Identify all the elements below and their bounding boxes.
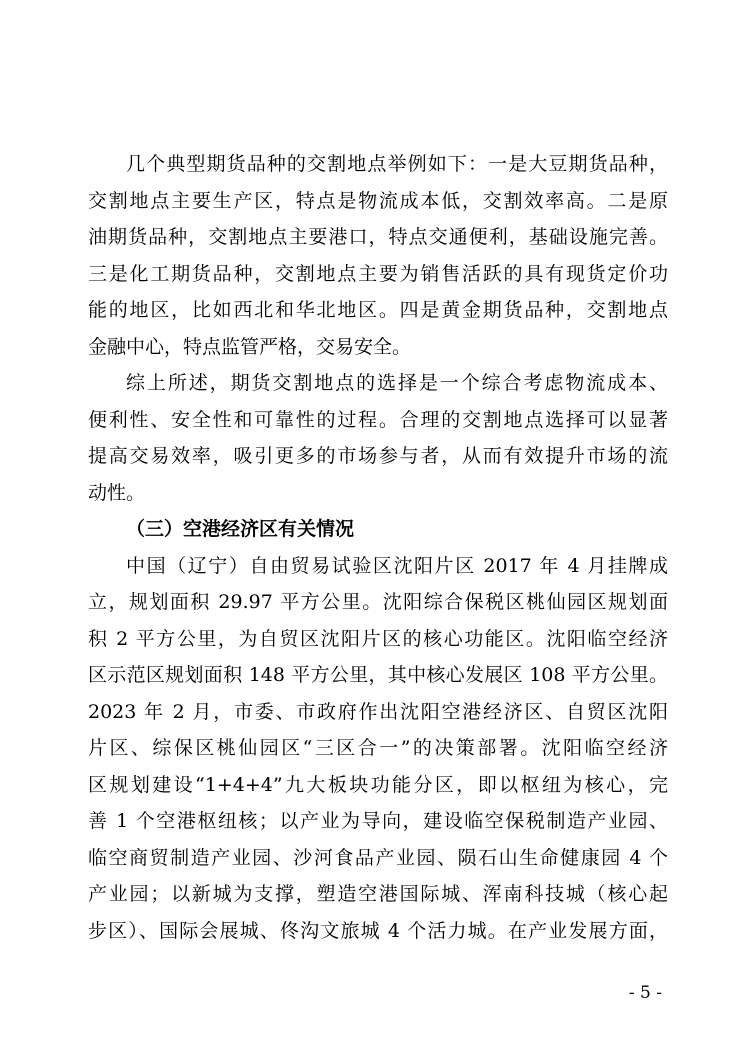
paragraph-line: 交割地点主要生产区，特点是物流成本低，交割效率高。二是原 xyxy=(88,189,668,212)
paragraph-line: 三是化工期货品种，交割地点主要为销售活跃的具有现货定价功 xyxy=(88,262,668,285)
paragraph-line: 产业园；以新城为支撑，塑造空港国际城、浑南科技城（核心起 xyxy=(88,883,668,905)
paragraph-line: 几个典型期货品种的交割地点举例如下：一是大豆期货品种， xyxy=(126,153,668,175)
document-body xyxy=(88,146,668,949)
section-heading: （三）空港经济区有关情况 xyxy=(126,518,355,540)
page-number: - 5 - xyxy=(628,983,662,1003)
paragraph-line: 区示范区规划面积 148 平方公里，其中核心发展区 108 平方公里。 xyxy=(88,664,668,686)
paragraph-line: 临空商贸制造产业园、沙河食品产业园、陨石山生命健康园 4 个 xyxy=(88,846,668,869)
paragraph-line: 综上所述，期货交割地点的选择是一个综合考虑物流成本、 xyxy=(126,372,668,394)
paragraph-line: 积 2 平方公里，为自贸区沈阳片区的核心功能区。沈阳临空经济 xyxy=(88,627,668,650)
paragraph-line: 片区、综保区桃仙园区“三区合一”的决策部署。沈阳临空经济 xyxy=(88,737,668,759)
paragraph-line: 油期货品种，交割地点主要港口，特点交通便利，基础设施完善。 xyxy=(88,226,668,248)
paragraph-line: 立，规划面积 29.97 平方公里。沈阳综合保税区桃仙园区规划面 xyxy=(88,591,668,613)
paragraph-line: 中国（辽宁）自由贸易试验区沈阳片区 2017 年 4 月挂牌成 xyxy=(126,554,668,577)
paragraph-line: 便利性、安全性和可靠性的过程。合理的交割地点选择可以显著 xyxy=(88,408,668,431)
paragraph-line: 金融中心，特点监管严格，交易安全。 xyxy=(88,335,412,358)
paragraph-line: 提高交易效率，吸引更多的市场参与者，从而有效提升市场的流 xyxy=(88,445,668,467)
paragraph-line: 动性。 xyxy=(88,481,146,504)
paragraph-line: 善 1 个空港枢纽核；以产业为导向，建设临空保税制造产业园、 xyxy=(88,810,668,832)
paragraph-line: 区规划建设“1+4+4”九大板块功能分区，即以枢纽为核心，完 xyxy=(88,773,668,796)
paragraph-line: 步区）、国际会展城、佟沟文旅城 4 个活力城。在产业发展方面， xyxy=(88,919,668,942)
paragraph-line: 能的地区，比如西北和华北地区。四是黄金期货品种，交割地点 xyxy=(88,299,668,321)
paragraph-line: 2023 年 2 月，市委、市政府作出沈阳空港经济区、自贸区沈阳 xyxy=(88,700,668,723)
